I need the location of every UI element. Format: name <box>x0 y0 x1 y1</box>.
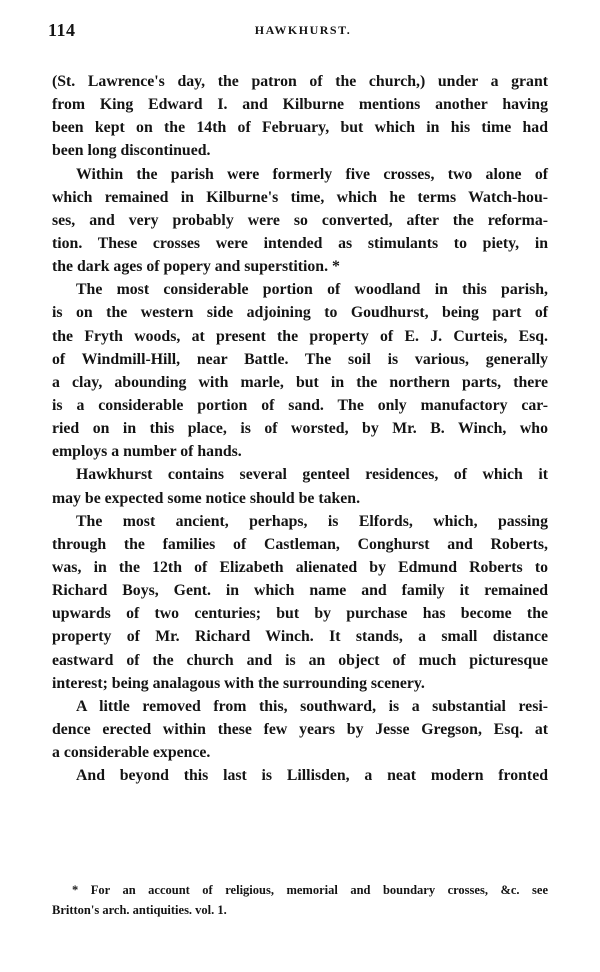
paragraph <box>52 764 548 787</box>
footnote-line: Britton's arch. antiquities. vol. 1. <box>52 903 227 917</box>
body-text <box>52 70 548 787</box>
text-line: may be expected some notice should be taken. <box>52 489 361 507</box>
text-line: Hawkhurst contains several genteel residences, of which it <box>76 466 548 484</box>
text-line: the Fryth woods, at present the property of E. J. Curteis, Esq. <box>52 327 548 345</box>
text-line: is a considerable portion of sand. The only manufactory car- <box>52 396 548 414</box>
text-line: from King Edward I. and Kilburne mentions another having <box>52 96 548 114</box>
text-line: a considerable expence. <box>52 744 211 762</box>
paragraph <box>52 70 548 163</box>
text-line: A little removed from this, southward, is a substantial resi- <box>76 697 548 715</box>
text-line: The most ancient, perhaps, is Elfords, which, passing <box>76 512 548 530</box>
text-line: dence erected within these few years by Jesse Gregson, Esq. at <box>52 720 548 738</box>
page-number: 114 <box>48 20 76 40</box>
text-line: tion. These crosses were intended as stimulants to piety, in <box>52 234 548 252</box>
paragraph <box>52 163 548 279</box>
text-line: ried on in this place, is of worsted, by Mr. B. Winch, who <box>52 420 548 438</box>
text-line: property of Mr. Richard Winch. It stands, a small distance <box>52 628 548 646</box>
text-line: is on the western side adjoining to Goudhurst, being part of <box>52 304 548 322</box>
text-line: employs a number of hands. <box>52 443 242 461</box>
text-line: been long discontinued. <box>52 142 211 160</box>
text-line: And beyond this last is Lillisden, a neat modern fronted <box>76 767 548 785</box>
footnote-line: * For an account of religious, memorial and boundary crosses, &c. see <box>72 883 548 897</box>
footnote <box>52 880 548 920</box>
text-line: was, in the 12th of Elizabeth alienated by Edmund Roberts to <box>52 558 548 576</box>
text-line: Within the parish were formerly five crosses, two alone of <box>76 165 548 183</box>
page-header <box>48 20 558 44</box>
running-head: HAWKHURST. <box>254 23 352 37</box>
text-line: interest; being analagous with the surrounding scenery. <box>52 674 425 692</box>
text-line: eastward of the church and is an object of much picturesque <box>52 651 548 669</box>
paragraph <box>52 463 548 509</box>
text-line: (St. Lawrence's day, the patron of the church,) under a grant <box>52 73 548 90</box>
text-line: the dark ages of popery and superstition. * <box>52 258 340 276</box>
text-line: been kept on the 14th of February, but which in his time had <box>52 119 548 137</box>
text-line: through the families of Castleman, Conghurst and Roberts, <box>52 535 548 553</box>
paragraph <box>52 695 548 764</box>
text-line: of Windmill-Hill, near Battle. The soil is various, generally <box>52 350 548 368</box>
text-line: The most considerable portion of woodland in this parish, <box>76 281 548 299</box>
paragraph <box>52 278 548 463</box>
text-line: which remained in Kilburne's time, which he terms Watch-hou- <box>52 188 548 206</box>
text-line: upwards of two centuries; but by purchase has become the <box>52 605 548 623</box>
text-line: ses, and very probably were so converted, after the reforma- <box>52 211 548 229</box>
text-line: Richard Boys, Gent. in which name and family it remained <box>52 582 548 600</box>
text-line: a clay, abounding with marle, but in the northern parts, there <box>52 373 548 391</box>
paragraph <box>52 510 548 695</box>
